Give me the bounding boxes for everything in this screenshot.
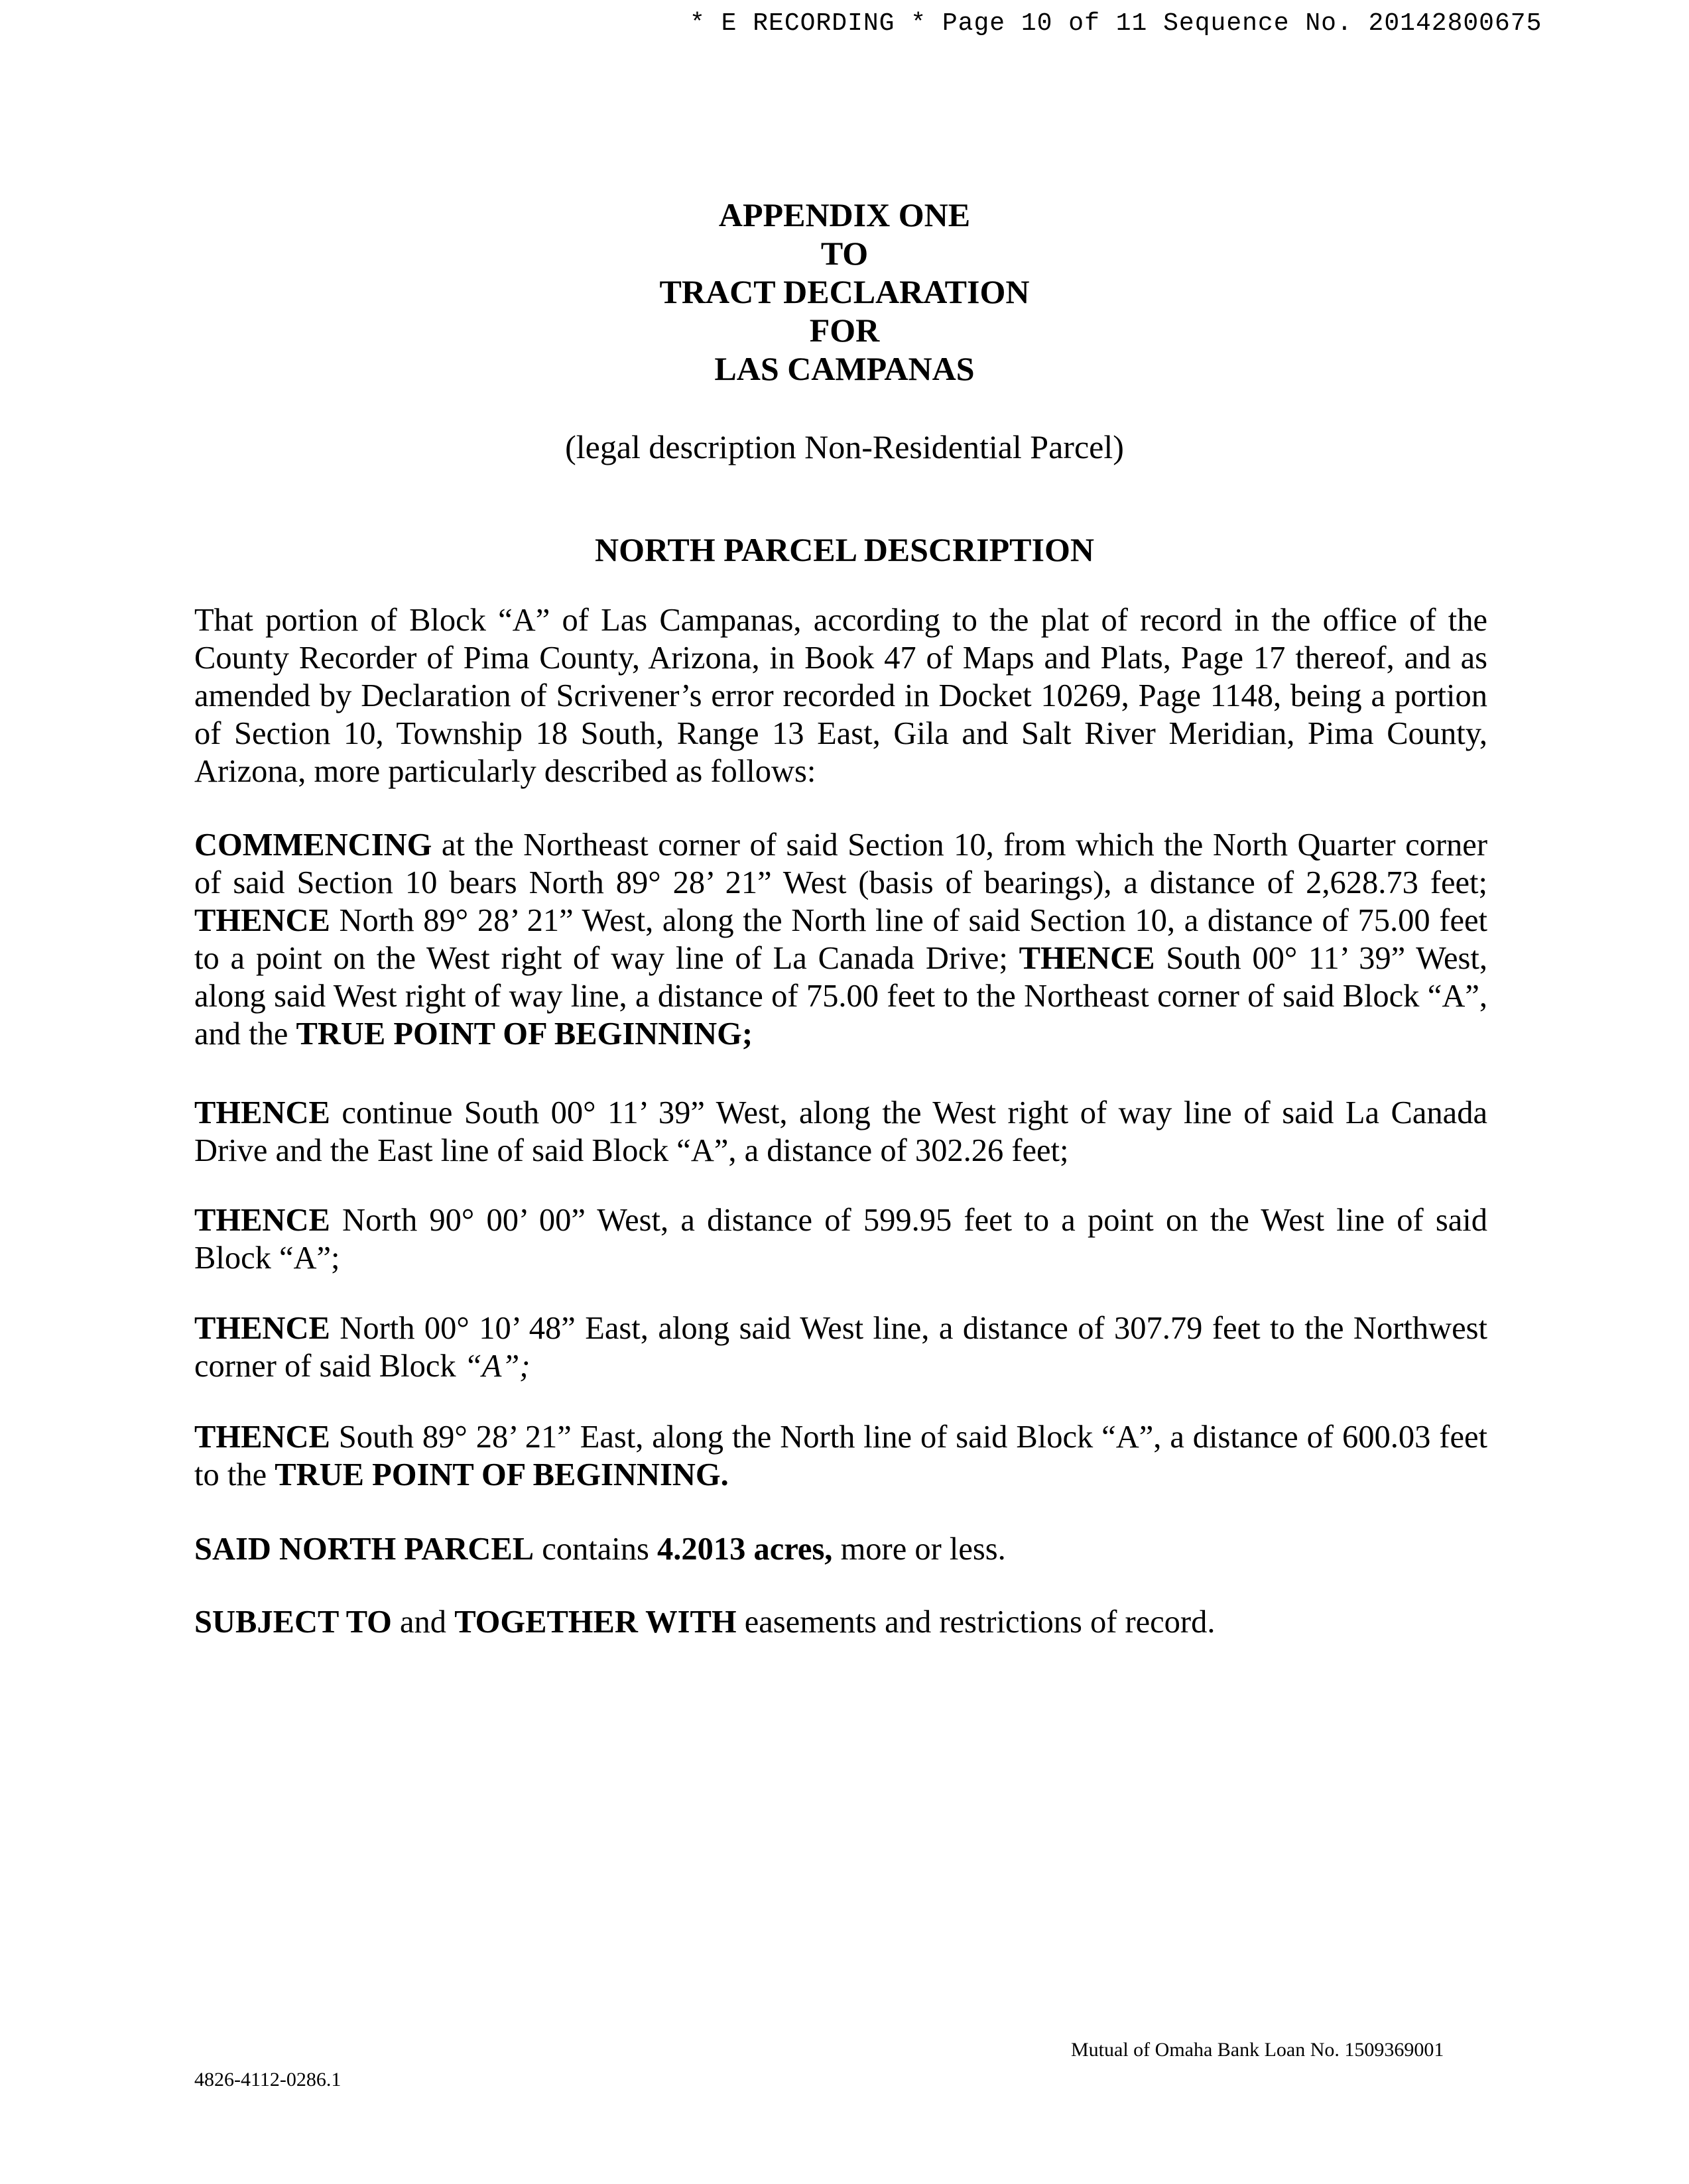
paragraph-thence-1 bbox=[194, 1094, 1487, 1170]
keyword-true-point-of-beginning: TRUE POINT OF BEGINNING; bbox=[296, 1016, 753, 1052]
title-line-5: LAS CAMPANAS bbox=[714, 350, 975, 387]
keyword-subject-to: SUBJECT TO bbox=[194, 1605, 392, 1640]
keyword-together-with: TOGETHER WITH bbox=[454, 1605, 737, 1640]
document-number: 4826-4112-0286.1 bbox=[194, 2069, 342, 2091]
title-line-2: TO bbox=[820, 235, 869, 272]
keyword-thence: THENCE bbox=[194, 1420, 330, 1455]
keyword-thence: THENCE bbox=[194, 1203, 330, 1238]
paragraph-commencing-text-3: South 00° 11’ 39” West, along said West right of way line, a distance of 75.00 feet to the Northeast corner of said Block “A”, and the bbox=[194, 941, 1488, 1052]
paragraph-thence-3 bbox=[194, 1309, 1487, 1385]
keyword-true-point-of-beginning: TRUE POINT OF BEGINNING. bbox=[275, 1457, 729, 1492]
paragraph-commencing-text-2: North 89° 28’ 21” West, along the North line of said Section 10, a distance of 75.00 feet to a point on the West right of way line of La Canada Drive; bbox=[194, 903, 1487, 976]
title-line-1: APPENDIX ONE bbox=[718, 196, 971, 233]
paragraph-thence-3-text: North 00° 10’ 48” East, along said West line, a distance of 307.79 feet to the Northwest corner of said Block bbox=[194, 1311, 1487, 1384]
keyword-commencing: COMMENCING bbox=[194, 827, 432, 863]
document-title bbox=[0, 196, 1689, 388]
paragraph-acreage bbox=[194, 1530, 1487, 1568]
paragraph-subject-to bbox=[194, 1603, 1487, 1641]
title-line-4: FOR bbox=[809, 312, 880, 349]
paragraph-thence-1-text: continue South 00° 11’ 39” West, along the West right of way line of said La Canada Drive and the East line of said Block “A”, a distance of 302.26 feet; bbox=[194, 1095, 1487, 1168]
paragraph-thence-2 bbox=[194, 1201, 1487, 1277]
paragraph-acreage-text-2: more or less. bbox=[832, 1532, 1006, 1567]
paragraph-subject-to-text-2: easements and restrictions of record. bbox=[736, 1605, 1216, 1640]
keyword-thence: THENCE bbox=[194, 1311, 330, 1346]
paragraph-thence-2-text: North 90° 00’ 00” West, a distance of 599.95 feet to a point on the West line of said Block “A”; bbox=[194, 1203, 1487, 1276]
keyword-thence: THENCE bbox=[1019, 941, 1155, 976]
paragraph-commencing bbox=[194, 826, 1487, 1053]
paragraph-acreage-text-1: contains bbox=[534, 1532, 657, 1567]
loan-number-line: Mutual of Omaha Bank Loan No. 1509369001 bbox=[1071, 2039, 1444, 2061]
title-line-3: TRACT DECLARATION bbox=[659, 273, 1030, 310]
keyword-said-north-parcel: SAID NORTH PARCEL bbox=[194, 1532, 534, 1567]
recording-header: * E RECORDING * Page 10 of 11 Sequence No. 20142800675 bbox=[690, 9, 1542, 38]
acreage-value: 4.2013 acres, bbox=[657, 1532, 833, 1567]
paragraph-thence-4-text: South 89° 28’ 21” East, along the North line of said Block “A”, a distance of 600.03 feet to the bbox=[194, 1420, 1487, 1492]
block-a-italic: “A”; bbox=[464, 1349, 531, 1384]
paragraph-thence-4 bbox=[194, 1418, 1487, 1494]
section-heading: NORTH PARCEL DESCRIPTION bbox=[595, 531, 1094, 568]
paragraph-intro: That portion of Block “A” of Las Campanas, according to the plat of record in the office of the County Recorder of Pima County, Arizona, in Book 47 of Maps and Plats, Page 17 thereof, and as amended by Declaration of Scrivener’s error recorded in Docket 10269, Page 1148, being a portion of Section 10, Township 18 South, Range 13 East, Gila and Salt River Meridian, Pima County, Arizona, more particularly described as follows: bbox=[194, 603, 1487, 789]
paragraph-commencing-text-1: at the Northeast corner of said Section 10, from which the North Quarter corner of said Section 10 bears North 89° 28’ 21” West (basis of bearings), a distance of 2,628.73 feet; bbox=[194, 827, 1487, 900]
keyword-thence: THENCE bbox=[194, 903, 330, 938]
keyword-thence: THENCE bbox=[194, 1095, 330, 1130]
paragraph-subject-to-text-1: and bbox=[391, 1605, 455, 1640]
document-subtitle: (legal description Non-Residential Parcel) bbox=[565, 428, 1124, 465]
